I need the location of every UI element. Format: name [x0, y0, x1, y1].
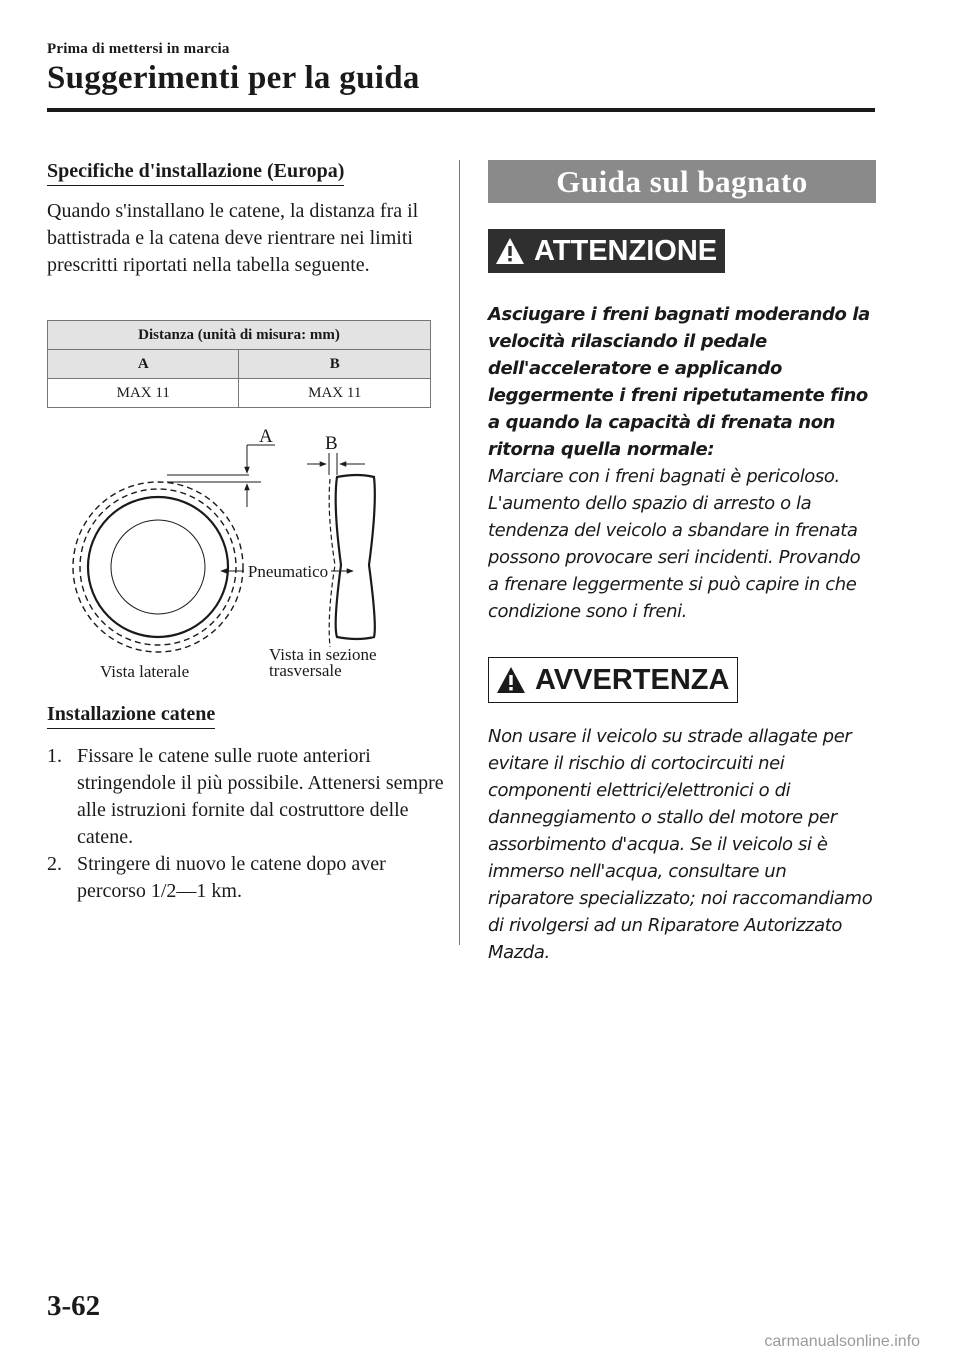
page-title: Suggerimenti per la guida	[47, 60, 420, 96]
chains-heading: Installazione catene	[47, 703, 215, 729]
watermark: carmanualsonline.info	[764, 1333, 920, 1350]
list-item	[47, 851, 447, 905]
table-cell-b: MAX 11	[239, 379, 431, 408]
install-spec-section	[47, 160, 431, 279]
install-spec-heading: Specifiche d'installazione (Europa)	[47, 160, 344, 186]
label-section-line2: trasversale	[269, 661, 342, 680]
label-section-line1: Vista in sezione	[269, 645, 377, 664]
label-b: B	[325, 433, 338, 454]
caution-text: Non usare il veicolo su strade allagate per evitare il rischio di cortocircuiti nei componenti elettrici/elettronici o di danneggiamento o stallo del motore per assorbimento d'acqua. Se il veicolo si è immerso nell'acqua, consultare un riparatore specializzato; noi raccomandiamo di rivolgersi ad un Riparatore Autorizzato Mazda.	[488, 726, 873, 963]
step-text: Fissare le catene sulle ruote anteriori stringendole il più possibile. Attenersi sempre alle istruzioni fornite dal costruttore delle catene.	[77, 745, 444, 848]
wet-driving-section	[488, 160, 876, 966]
list-item	[47, 743, 447, 851]
warning-icon	[494, 236, 526, 266]
side-view-wheel	[73, 482, 243, 652]
label-side-view: Vista laterale	[100, 662, 190, 681]
install-spec-text: Quando s'installano le catene, la distanza fra il battistrada e la catena deve rientrare nei limiti prescritti riportati nella tabella seguente.	[47, 200, 419, 276]
chain-install-section	[47, 703, 447, 905]
label-tire: Pneumatico	[247, 562, 329, 581]
column-divider	[459, 160, 460, 945]
warning-text: Marciare con i freni bagnati è pericoloso. L'aumento dello spazio di arresto o la tendenza del veicolo a sbandare in frenata possono provocare seri incidenti. Provando a frenare leggermente si può capire in che condizione sono i freni.	[488, 466, 861, 622]
clearance-table	[47, 320, 431, 408]
install-steps	[47, 743, 447, 905]
page-number: 3-62	[47, 1290, 101, 1322]
warning-badge	[488, 229, 725, 273]
section-banner: Guida sul bagnato	[488, 160, 876, 203]
warning-bold-text: Asciugare i freni bagnati moderando la velocità rilasciando il pedale dell'acceleratore e applicando leggermente i freni ripetutamente fino a quando la capacità di frenata non ritorna quella normale:	[488, 304, 870, 460]
table-column-b: B	[239, 350, 431, 379]
header-rule	[47, 108, 875, 112]
dimension-b	[307, 453, 365, 475]
caution-icon	[495, 665, 527, 695]
step-text: Stringere di nuovo le catene dopo aver percorso 1/2―1 km.	[77, 853, 386, 902]
dimension-a	[167, 445, 275, 507]
step-number: 2.	[47, 853, 62, 875]
caution-badge	[488, 657, 738, 703]
warning-label: ATTENZIONE	[534, 234, 718, 267]
caution-label: AVVERTENZA	[535, 663, 730, 696]
breadcrumb: Prima di mettersi in marcia	[47, 41, 230, 57]
chain-clearance-diagram	[47, 415, 431, 690]
cross-section-tire	[329, 475, 375, 647]
label-a: A	[259, 426, 273, 447]
step-number: 1.	[47, 745, 62, 767]
table-cell-a: MAX 11	[48, 379, 239, 408]
table-column-a: A	[48, 350, 239, 379]
table-header: Distanza (unità di misura: mm)	[48, 321, 431, 350]
